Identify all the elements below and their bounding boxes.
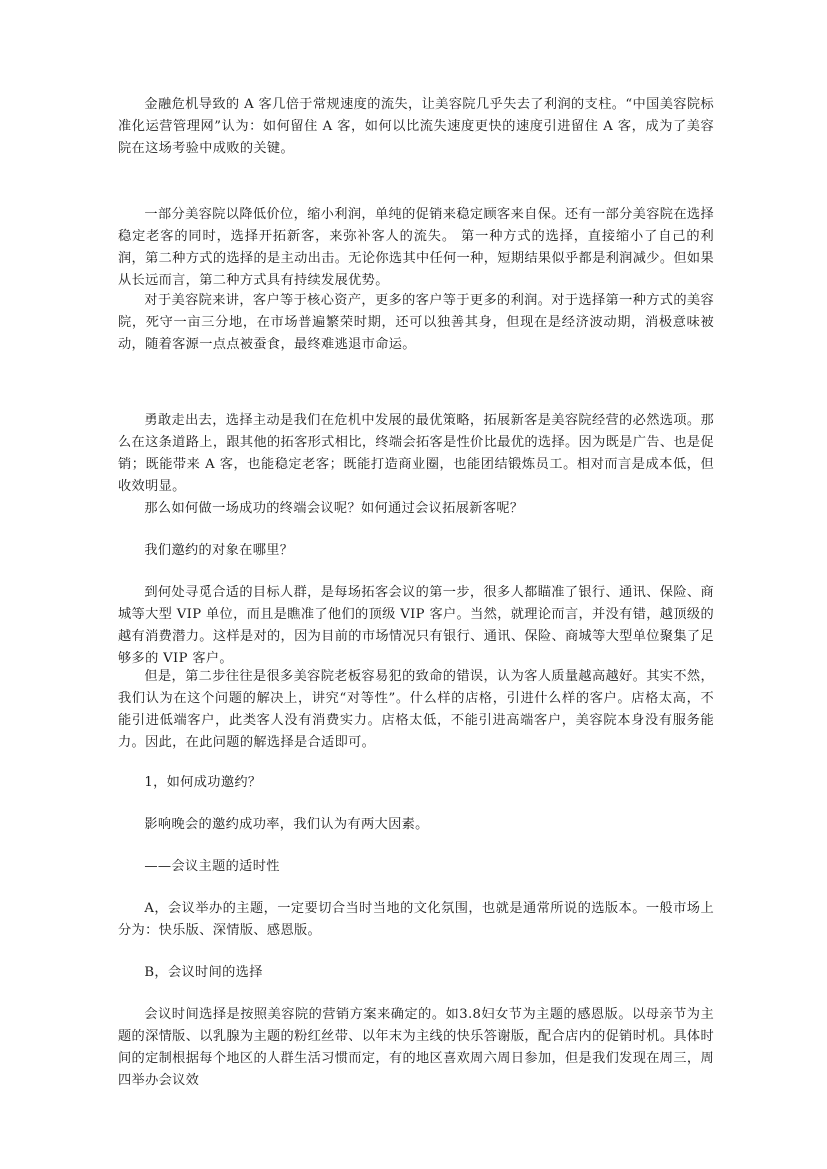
paragraph-13: B，会议时间的选择 (144, 965, 263, 980)
paragraph-8: 但是，第二步往往是很多美容院老板容易犯的致命的错误，认为客人质量越高越好。其实不然，我们认为在这个问题的解决上，讲究“对等性”。什么样的店格，引进什么样的客户。店格太高，不能引进低端客户，此类客人没有消费实力。店格太低，不能引进高端客户，美容院本身没有服务能力。因此，在此问题的解选择是合适即可。 (118, 669, 714, 750)
paragraph-9: 1，如何成功邀约？ (144, 775, 262, 790)
paragraph-5: 那么如何做一场成功的终端会议呢？如何通过会议拓展新客呢？ (144, 501, 524, 516)
paragraph-11: ——会议主题的适时性 (144, 859, 280, 874)
paragraph-7: 到何处寻觅合适的目标人群，是每场拓客会议的第一步，很多人都瞄准了银行、通讯、保险、商城等大型 VIP 单位，而且是瞧准了他们的顶级 VIP 客户。当然，就理论而言，并没有错，越顶级的越有消费潜力。这样是对的，因为目前的市场情况只有银行、通讯、保险、商城等大型单位聚集了足够多的 VIP 客户。 (118, 585, 714, 666)
paragraph-3: 对于美容院来讲，客户等于核心资产，更多的客户等于更多的利润。对于选择第一种方式的美容院，死守一亩三分地，在市场普遍繁荣时期，还可以独善其身，但现在是经济波动期，消极意味被动，随着客源一点点被蚕食，最终难逃退市命运。 (118, 293, 714, 352)
paragraph-12: A，会议举办的主题，一定要切合当时当地的文化氛围，也就是通常所说的选版本。一般市场上分为：快乐版、深情版、感恩版。 (118, 901, 714, 938)
paragraph-10: 影响晚会的邀约成功率，我们认为有两大因素。 (144, 817, 429, 832)
paragraph-2: 一部分美容院以降低价位，缩小利润，单纯的促销来稳定顾客来自保。还有一部分美容院在选择稳定老客的同时，选择开拓新客，来弥补客人的流失。 第一种方式的选择，直接缩小了自己的利润，第二种方式的选择的是主动出击。无论你选其中任何一种，短期结果似乎都是利润减少。但如果从长远而言，第二种方式具有持续发展优势。 (118, 207, 714, 288)
paragraph-6: 我们邀约的对象在哪里？ (144, 543, 294, 558)
paragraph-4: 勇敢走出去，选择主动是我们在危机中发展的最优策略，拓展新客是美容院经营的必然选项。那么在这条道路上，跟其他的拓客形式相比，终端会拓客是性价比最优的选择。因为既是广告、也是促销；既能带来 A 客，也能稳定老客；既能打造商业圈，也能团结锻炼员工。相对而言是成本低，但收效明显。 (118, 413, 714, 494)
paragraph-1: 金融危机导致的 A 客几倍于常规速度的流失，让美容院几乎失去了利润的支柱。“中国美容院标准化运营管理网”认为：如何留住 A 客，如何以比流失速度更快的速度引进留住 A 客，成为了美容院在这场考验中成败的关键。 (118, 97, 714, 156)
paragraph-14: 会议时间选择是按照美容院的营销方案来确定的。如3.8妇女节为主题的感恩版。以母亲节为主题的深情版、以乳腺为主题的粉红丝带、以年末为主线的快乐答谢版，配合店内的促销时机。具体时间的定制根据每个地区的人群生活习惯而定，有的地区喜欢周六周日参加，但是我们发现在周三，周四举办会议效 (118, 1007, 714, 1088)
